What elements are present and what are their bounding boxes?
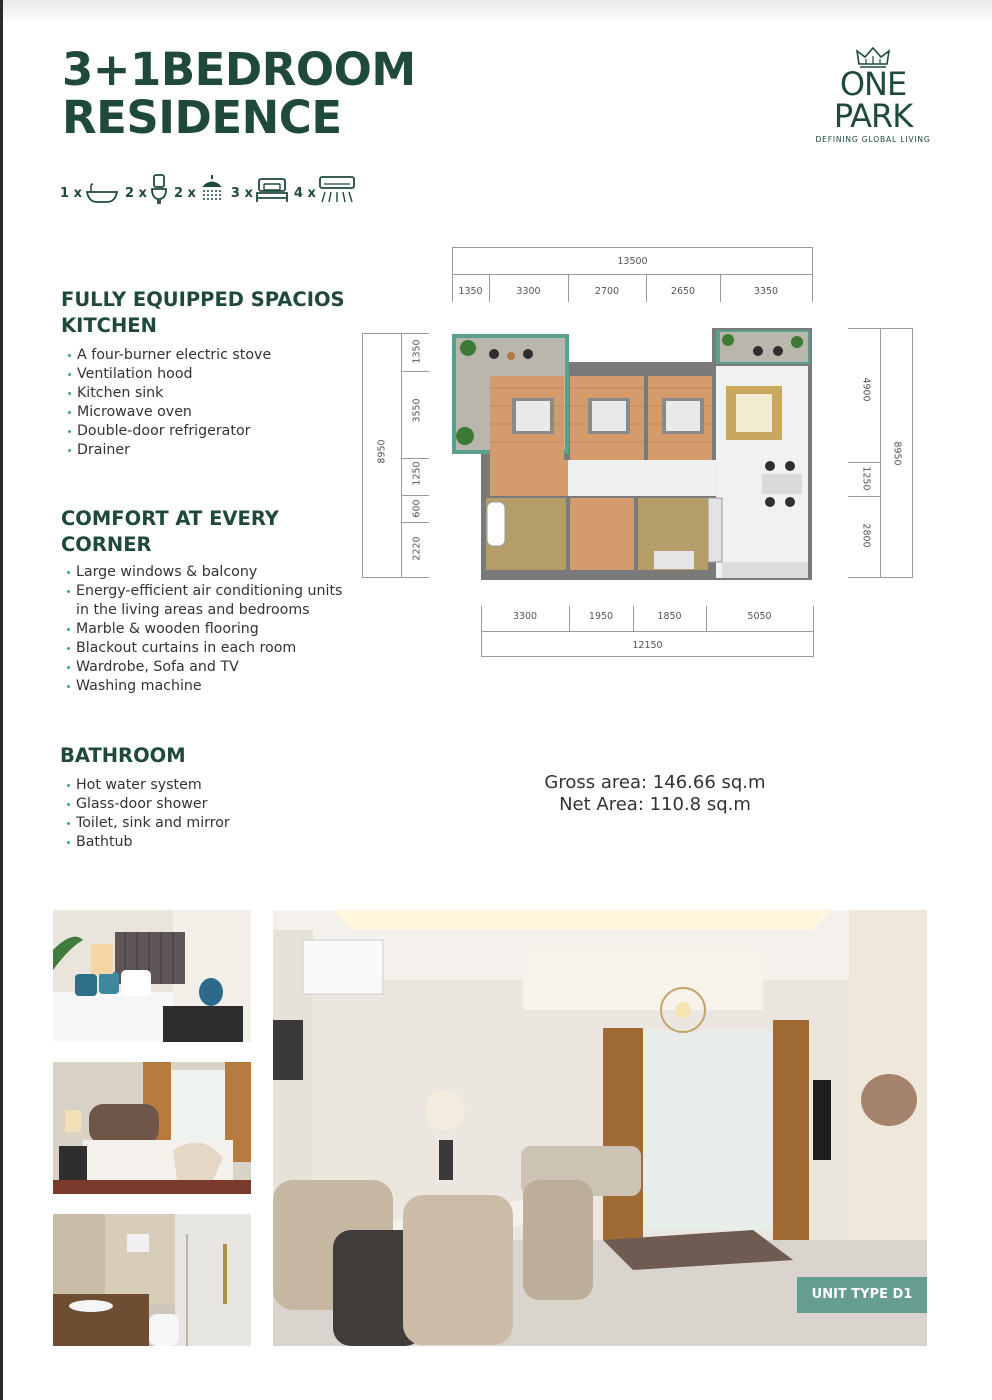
dimension-line <box>452 274 813 275</box>
bathroom-heading: BATHROOM <box>60 744 186 767</box>
dimension-left-total: 8950 <box>376 439 388 464</box>
logo-word-park: PARK <box>833 97 913 135</box>
bedroom-photo-2 <box>53 1062 251 1194</box>
top-bar <box>0 0 992 24</box>
dimension-top-seg: 1350 <box>458 286 483 297</box>
list-item: A four-burner electric stove <box>67 346 271 365</box>
unit-type-badge: UNIT TYPE D1 <box>797 1277 927 1313</box>
kitchen-list <box>67 346 271 460</box>
page-edge <box>0 0 3 1400</box>
title-line-2: RESIDENCE <box>62 91 342 144</box>
list-item: Ventilation hood <box>67 365 271 384</box>
amenity-bed <box>231 178 288 204</box>
list-item: Double-door refrigerator <box>67 422 271 441</box>
list-item: Blackout curtains in each room <box>66 639 342 658</box>
air-conditioner-icon <box>319 176 355 204</box>
dimension-top-seg: 2650 <box>670 286 696 297</box>
floor-plan <box>450 326 814 582</box>
bathroom-photo <box>53 1214 251 1346</box>
dimension-left-seg: 600 <box>411 499 423 518</box>
plant <box>456 427 474 445</box>
amenity-count: 4 x <box>293 186 316 201</box>
dimension-top-total: 13500 <box>617 256 648 267</box>
dimension-bottom-seg: 1850 <box>657 611 682 622</box>
dimension-bottom-total: 12150 <box>632 640 663 651</box>
amenity-count: 1 x <box>60 186 82 201</box>
dimension-top-seg: 3300 <box>516 286 541 297</box>
dimension-bottom-seg: 3300 <box>512 611 538 622</box>
dimension-right-total: 8950 <box>891 441 903 466</box>
list-item: Toilet, sink and mirror <box>66 814 230 833</box>
bathtub-icon <box>85 182 119 204</box>
dimension-tick <box>848 577 881 578</box>
bedroom-image <box>53 1062 251 1194</box>
dimension-bottom-seg: 5050 <box>747 611 772 622</box>
comfort-heading-line-1: COMFORT AT EVERY <box>61 507 279 530</box>
kitchen-heading-line-1: FULLY EQUIPPED SPACIOS <box>61 288 345 311</box>
dimension-right-seg: 2800 <box>860 523 872 548</box>
list-item: Wardrobe, Sofa and TV <box>66 658 342 677</box>
bed-icon <box>256 178 288 204</box>
shower-icon <box>199 174 225 204</box>
dimension-right-seg: 4900 <box>860 377 872 402</box>
list-item: Washing machine <box>66 677 342 696</box>
dimension-right-seg: 1250 <box>860 466 872 491</box>
dimension-top-seg: 2700 <box>594 286 620 297</box>
amenity-shower <box>174 174 225 204</box>
dimension-tick <box>812 274 813 302</box>
one-park-logo <box>812 46 934 152</box>
dimension-tick <box>813 606 814 632</box>
amenity-icons-row <box>60 170 355 204</box>
toilet-icon <box>150 174 168 204</box>
dimension-left-seg: 3550 <box>411 398 423 423</box>
bathroom-list <box>66 776 230 852</box>
gross-area: Gross area: 146.66 sq.m <box>544 772 766 793</box>
area-info <box>500 772 810 816</box>
title-line-1: 3+1BEDROOM <box>62 43 416 96</box>
dimension-left-seg: 1250 <box>411 461 423 486</box>
comfort-list <box>66 563 342 696</box>
amenity-count: 3 x <box>230 186 253 201</box>
list-item: Hot water system <box>66 776 230 795</box>
dimension-top-seg: 3350 <box>753 286 779 297</box>
dimension-tick <box>401 577 429 578</box>
list-item: Large windows & balcony <box>66 563 342 582</box>
amenity-toilet <box>125 174 168 204</box>
dimension-bottom-seg: 1950 <box>588 611 614 622</box>
list-item: Glass-door shower <box>66 795 230 814</box>
page-title <box>62 43 482 144</box>
bathroom-image <box>53 1214 251 1346</box>
amenity-air-conditioner <box>294 176 355 204</box>
list-item: Kitchen sink <box>67 384 271 403</box>
dimension-tick <box>848 328 881 329</box>
list-item: Drainer <box>67 441 271 460</box>
logo-word-one: ONE <box>839 65 907 103</box>
list-item: Energy-efficient air conditioning units <box>66 582 342 601</box>
dimension-line <box>401 333 402 578</box>
list-item-continuation: in the living areas and bedrooms <box>76 602 310 618</box>
list-item: Bathtub <box>66 833 230 852</box>
net-area: Net Area: 110.8 sq.m <box>559 794 751 815</box>
amenity-count: 2 x <box>124 186 147 201</box>
plant <box>460 340 476 356</box>
bedroom-image <box>53 910 251 1042</box>
comfort-heading-line-2: CORNER <box>61 533 152 556</box>
kitchen-heading <box>61 287 345 339</box>
kitchen-heading-line-2: KITCHEN <box>61 314 157 337</box>
list-item: Marble & wooden flooring <box>66 620 342 639</box>
comfort-heading <box>61 506 279 558</box>
list-item: Microwave oven <box>67 403 271 422</box>
dimension-left-seg: 1350 <box>411 339 423 364</box>
dimension-left-seg: 2220 <box>411 536 423 561</box>
amenity-bathtub <box>60 182 119 204</box>
amenity-count: 2 x <box>173 186 196 201</box>
logo-tagline: DEFINING GLOBAL LIVING <box>815 135 931 144</box>
bedroom-photo-1 <box>53 910 251 1042</box>
